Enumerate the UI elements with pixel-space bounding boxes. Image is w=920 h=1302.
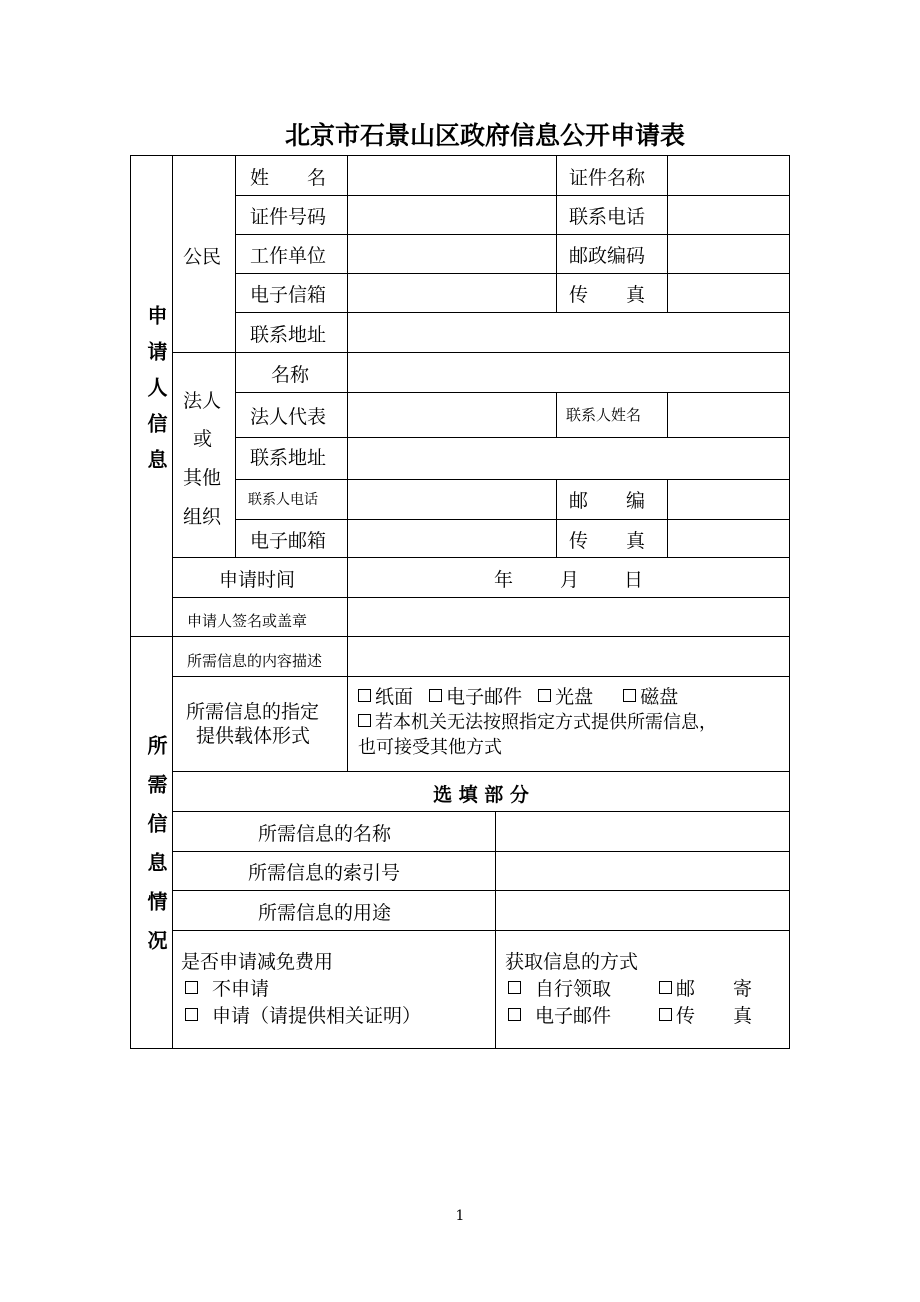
cd-checkbox[interactable]	[538, 686, 593, 708]
contact-phone-field[interactable]	[348, 480, 555, 519]
email-field[interactable]	[348, 274, 555, 312]
page-title: 北京市石景山区政府信息公开申请表	[284, 121, 685, 150]
signature-label: 申请人签名或盖章	[187, 612, 308, 630]
email-delivery-label: 电子邮件	[535, 1005, 612, 1027]
email-label: 电子信箱	[250, 284, 327, 306]
name-field[interactable]	[348, 156, 555, 195]
org-name-field[interactable]	[348, 353, 788, 392]
content-desc-label: 所需信息的内容描述	[187, 652, 323, 670]
legal-rep-label: 法人代表	[250, 406, 327, 428]
applicant-section-text: 申请人信息	[144, 305, 168, 485]
alt-option-checkbox[interactable]	[358, 712, 375, 733]
carrier-label-2: 提供载体形式	[196, 725, 311, 747]
org-postcode-field[interactable]	[668, 480, 788, 519]
fax-field[interactable]	[668, 274, 788, 312]
fax-label: 传 真	[569, 284, 646, 306]
employer-field[interactable]	[348, 235, 555, 273]
disk-option: 磁盘	[640, 686, 679, 708]
org-label-3: 其他	[183, 467, 222, 489]
legal-rep-field[interactable]	[348, 393, 555, 437]
index-no-label: 所需信息的索引号	[248, 862, 401, 884]
id-number-label: 证件号码	[250, 206, 327, 228]
address-field[interactable]	[348, 313, 788, 352]
alt-option-line1: 若本机关无法按照指定方式提供所需信息，	[375, 712, 717, 733]
org-label-1: 法人	[183, 390, 222, 412]
contact-name-field[interactable]	[668, 393, 788, 437]
mail-row[interactable]	[659, 978, 752, 1000]
employer-label: 工作单位	[250, 245, 327, 267]
content-desc-field[interactable]	[348, 637, 788, 676]
info-name-label: 所需信息的名称	[258, 823, 392, 845]
org-fax-field[interactable]	[668, 520, 788, 557]
apply-date-field[interactable]	[348, 558, 788, 597]
email-delivery-checkbox[interactable]	[508, 1008, 521, 1021]
purpose-field[interactable]	[496, 891, 788, 930]
address-label: 联系地址	[250, 324, 327, 346]
id-type-label: 证件名称	[569, 167, 646, 189]
id-number-field[interactable]	[348, 196, 555, 234]
postcode-label: 邮政编码	[569, 245, 646, 267]
email-checkbox[interactable]	[429, 686, 522, 708]
disk-checkbox[interactable]	[623, 686, 678, 708]
purpose-label: 所需信息的用途	[258, 902, 392, 924]
fee-question: 是否申请减免费用	[181, 951, 334, 973]
pickup-checkbox[interactable]	[508, 981, 521, 994]
org-label-4: 组织	[183, 506, 222, 528]
postcode-field[interactable]	[668, 235, 788, 273]
delivery-question: 获取信息的方式	[505, 951, 639, 973]
email-option: 电子邮件	[446, 686, 523, 708]
optional-header: 选 填 部 分	[433, 784, 529, 806]
pickup-label: 自行领取	[535, 978, 612, 1000]
page-number: 1	[455, 1208, 465, 1224]
org-name-label: 名称	[271, 364, 310, 386]
carrier-options	[358, 686, 678, 708]
date-month: 月	[560, 569, 580, 591]
phone-field[interactable]	[668, 196, 788, 234]
citizen-label: 公民	[183, 246, 222, 268]
org-email-label: 电子邮箱	[250, 530, 327, 552]
fee-yes-label: 申请（请提供相关证明）	[212, 1005, 422, 1027]
date-day: 日	[624, 569, 644, 591]
fee-yes-checkbox[interactable]	[185, 1008, 198, 1021]
alt-option-line2: 也可接受其他方式	[358, 737, 502, 758]
index-no-field[interactable]	[496, 852, 788, 890]
org-address-field[interactable]	[348, 438, 788, 479]
fax-delivery-row[interactable]	[659, 1005, 752, 1027]
fee-no-row[interactable]	[185, 978, 269, 1000]
fax-delivery-label: 传 真	[676, 1005, 753, 1027]
fax-delivery-checkbox[interactable]	[659, 1008, 672, 1021]
pickup-row[interactable]	[508, 978, 611, 1000]
contact-phone-label: 联系人电话	[248, 492, 318, 508]
org-address-label: 联系地址	[250, 447, 327, 469]
applicant-section-label	[136, 305, 166, 485]
org-postcode-label: 邮 编	[569, 490, 646, 512]
fee-no-checkbox[interactable]	[185, 981, 198, 994]
org-email-field[interactable]	[348, 520, 555, 557]
apply-time-label: 申请时间	[219, 569, 296, 591]
mail-checkbox[interactable]	[659, 981, 672, 994]
mail-label: 邮 寄	[676, 978, 753, 1000]
id-type-field[interactable]	[668, 156, 788, 195]
paper-option: 纸面	[375, 686, 414, 708]
org-fax-label: 传 真	[569, 530, 646, 552]
name-label: 姓 名	[250, 167, 327, 189]
contact-name-label: 联系人姓名	[566, 406, 642, 424]
info-name-field[interactable]	[496, 812, 788, 851]
fee-yes-row[interactable]	[185, 1005, 421, 1027]
org-label-2: 或	[193, 428, 213, 450]
info-section-text: 所需信息情况	[144, 735, 168, 969]
paper-checkbox[interactable]	[358, 686, 413, 708]
signature-field[interactable]	[348, 598, 788, 636]
alt-option-row	[358, 712, 717, 734]
date-year: 年	[494, 569, 514, 591]
fee-no-label: 不申请	[212, 978, 270, 1000]
email-delivery-row[interactable]	[508, 1005, 611, 1027]
carrier-label-1: 所需信息的指定	[186, 701, 320, 723]
phone-label: 联系电话	[569, 206, 646, 228]
cd-option: 光盘	[555, 686, 594, 708]
info-section-label	[136, 735, 166, 969]
